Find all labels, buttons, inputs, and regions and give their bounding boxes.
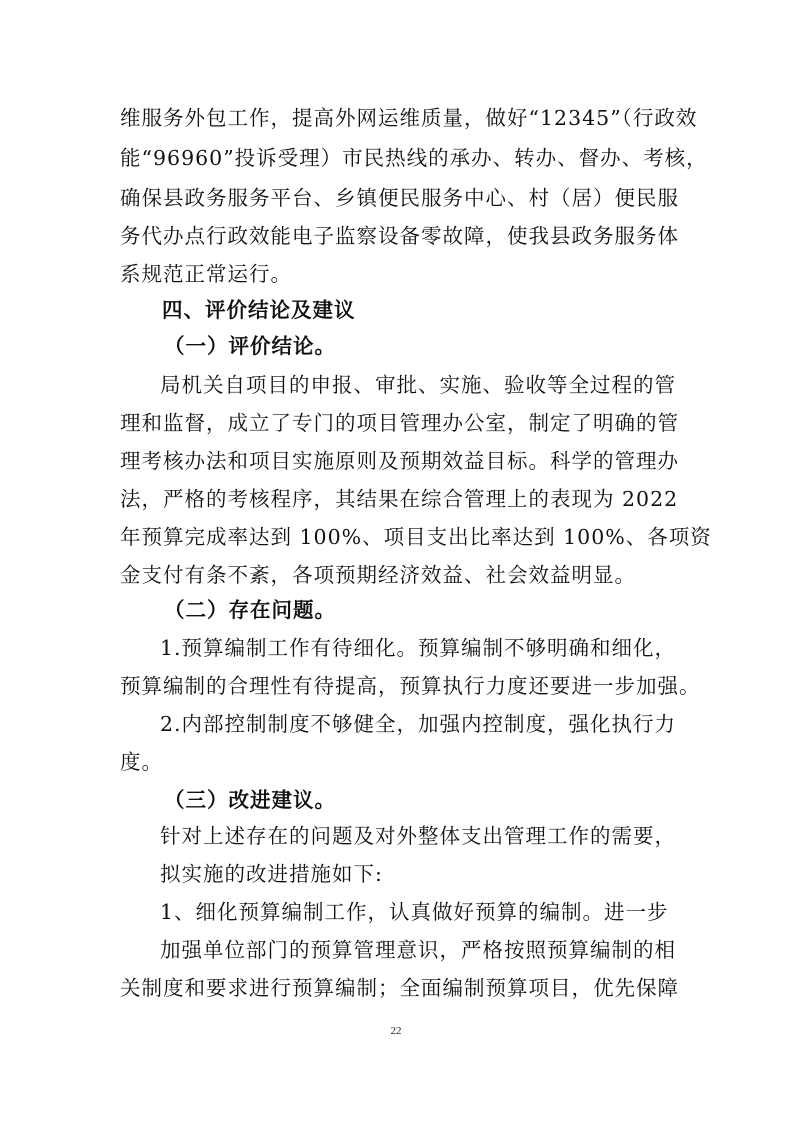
paragraph-line: 维服务外包工作，提高外网运维质量，做好“12345”（行政效 xyxy=(120,106,698,130)
paragraph-line: 年预算完成率达到 100%、项目支出比率达到 100%、各项资 xyxy=(120,525,712,549)
page-number: 22 xyxy=(390,1025,402,1037)
paragraph-line: 局机关自项目的申报、审批、实施、验收等全过程的管 xyxy=(160,373,676,397)
paragraph-line: 务代办点行政效能电子监察设备零故障，使我县政务服务体 xyxy=(120,224,679,248)
paragraph-line: 理考核办法和项目实施原则及预期效益目标。科学的管理办 xyxy=(120,449,679,473)
paragraph-line: 度。 xyxy=(120,750,163,774)
paragraph-line: 加强单位部门的预算管理意识，严格按照预算编制的相 xyxy=(160,938,676,962)
paragraph-line: 法，严格的考核程序，其结果在综合管理上的表现为 2022 xyxy=(120,487,679,511)
paragraph-line: 理和监督，成立了专门的项目管理办公室，制定了明确的管 xyxy=(120,411,679,435)
paragraph-line: 拟实施的改进措施如下: xyxy=(160,862,383,886)
section-heading: 四、评价结论及建议 xyxy=(162,298,356,322)
paragraph-line: 关制度和要求进行预算编制；全面编制预算项目，优先保障 xyxy=(120,976,679,1000)
paragraph-line: 预算编制的合理性有待提高，预算执行力度还要进一步加强。 xyxy=(120,674,701,698)
paragraph-line: 1.预算编制工作有待细化。预算编制不够明确和细化， xyxy=(160,636,677,660)
paragraph-line: 金支付有条不紊，各项预期经济效益、社会效益明显。 xyxy=(120,563,636,587)
paragraph-line: 能“96960”投诉受理）市民热线的承办、转办、督办、考核， xyxy=(120,146,708,170)
paragraph-line: 确保县政务服务平台、乡镇便民服务中心、村（居）便民服 xyxy=(120,186,679,210)
paragraph-line: 系规范正常运行。 xyxy=(120,262,292,286)
subsection-heading: （二）存在问题。 xyxy=(164,598,336,622)
paragraph-line: 针对上述存在的问题及对外整体支出管理工作的需要， xyxy=(160,824,676,848)
subsection-heading: （三）改进建议。 xyxy=(164,788,336,812)
paragraph-line: 1、细化预算编制工作，认真做好预算的编制。进一步 xyxy=(160,900,669,924)
subsection-heading: （一）评价结论。 xyxy=(164,334,336,358)
paragraph-line: 2.内部控制制度不够健全，加强内控制度，强化执行力 xyxy=(160,712,677,736)
